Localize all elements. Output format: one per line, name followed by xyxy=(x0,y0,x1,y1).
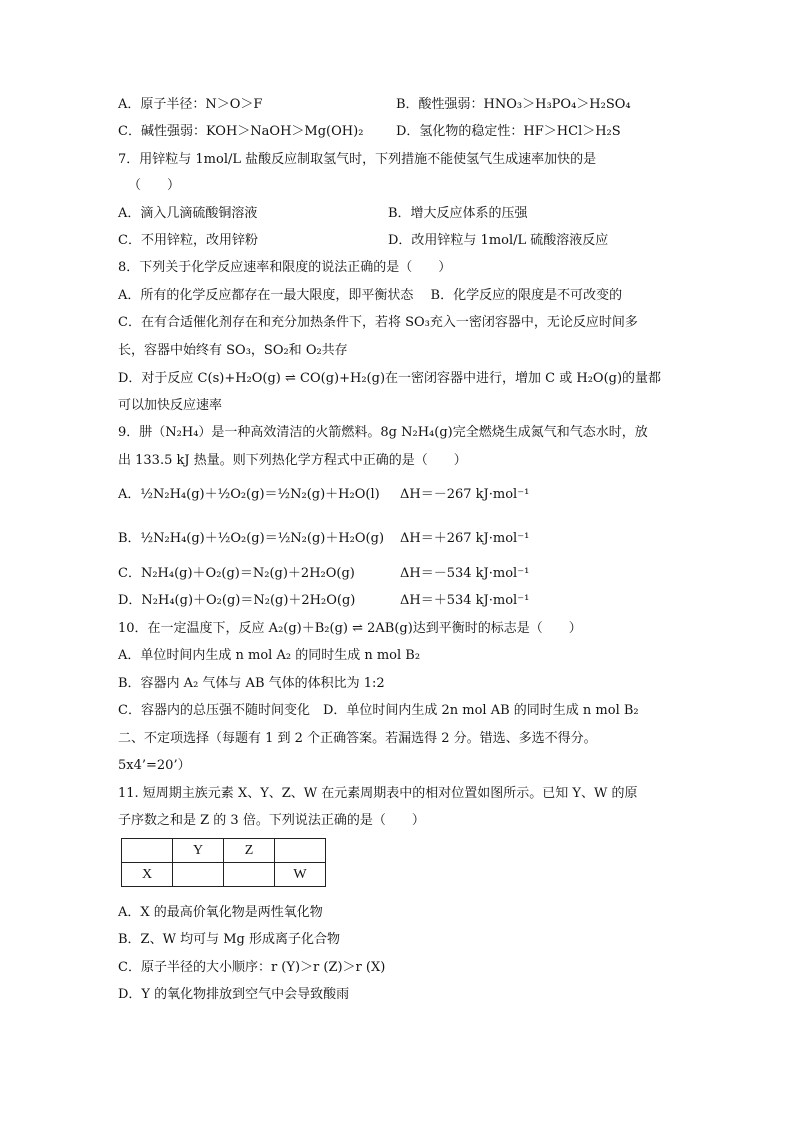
q9-option-a-enthalpy: ΔH＝－267 kJ·mol⁻¹ xyxy=(400,487,530,502)
q10-option-cd: C．容器内的总压强不随时间变化 D．单位时间内生成 2n mol AB 的同时生成 n mol B₂ xyxy=(118,703,639,718)
q7-option-a: A．滴入几滴硫酸铜溶液 xyxy=(118,206,258,221)
q10-option-a: A．单位时间内生成 n mol A₂ 的同时生成 n mol B₂ xyxy=(118,648,421,663)
q9-option-b-enthalpy: ΔH＝＋267 kJ·mol⁻¹ xyxy=(400,531,530,546)
q9-option-b-equation: B．½N₂H₄(g)＋½O₂(g)＝½N₂(g)＋H₂O(g) xyxy=(118,531,385,546)
table-cell xyxy=(122,839,173,863)
q11-option-d: D．Y 的氧化物排放到空气中会导致酸雨 xyxy=(118,987,350,1002)
q7-stem: 7．用锌粒与 1mol/L 盐酸反应制取氢气时，下列措施不能使氢气生成速率加快的是 xyxy=(118,152,597,167)
q9-option-d-enthalpy: ΔH＝＋534 kJ·mol⁻¹ xyxy=(400,593,530,608)
table-cell: X xyxy=(122,863,173,887)
q8-option-ab: A．所有的化学反应都存在一最大限度，即平衡状态 B．化学反应的限度是不可改变的 xyxy=(118,288,623,303)
q11-stem-line1: 11. 短周期主族元素 X、Y、Z、W 在元素周期表中的相对位置如图所示。已知 Y、W 的原 xyxy=(118,786,638,801)
section-2-heading: 二、不定项选择（每题有 1 到 2 个正确答案。若漏选得 2 分。错选、多选不得分。 xyxy=(118,731,597,746)
q9-stem-line2: 出 133.5 kJ 热量。则下列热化学方程式中正确的是（ ） xyxy=(118,453,467,468)
table-cell: Z xyxy=(224,839,275,863)
q6-option-a: A．原子半径：N＞O＞F xyxy=(118,97,263,112)
q6-option-b: B．酸性强弱：HNO₃＞H₃PO₄＞H₂SO₄ xyxy=(396,97,631,112)
section-2-heading-line2: 5x4’=20’） xyxy=(118,758,191,773)
table-cell xyxy=(224,863,275,887)
q9-option-a-equation: A．½N₂H₄(g)＋½O₂(g)＝½N₂(g)＋H₂O(l) xyxy=(118,487,380,502)
table-row xyxy=(122,863,326,887)
q11-option-c: C．原子半径的大小顺序：r (Y)＞r (Z)＞r (X) xyxy=(118,960,386,975)
q8-option-c-line1: C．在有合适催化剂存在和充分加热条件下，若将 SO₃充入一密闭容器中，无论反应时间多 xyxy=(118,315,638,330)
q10-option-b: B．容器内 A₂ 气体与 AB 气体的体积比为 1:2 xyxy=(118,676,385,691)
q9-option-c-enthalpy: ΔH＝－534 kJ·mol⁻¹ xyxy=(400,566,530,581)
q7-option-c: C．不用锌粒，改用锌粉 xyxy=(118,233,258,248)
q6-option-d: D．氢化物的稳定性：HF＞HCl＞H₂S xyxy=(396,124,621,139)
q11-option-b: B．Z、W 均可与 Mg 形成离子化合物 xyxy=(118,932,340,947)
q6-option-c: C．碱性强弱：KOH＞NaOH＞Mg(OH)₂ xyxy=(118,124,364,139)
periodic-position-table xyxy=(121,838,326,887)
q10-stem: 10．在一定温度下，反应 A₂(g)＋B₂(g) ⇌ 2AB(g)达到平衡时的标志是（ ） xyxy=(118,621,582,636)
q8-option-d-line1: D．对于反应 C(s)+H₂O(g) ⇌ CO(g)+H₂(g)在一密闭容器中进行，增加 C 或 H₂O(g)的量都 xyxy=(118,371,662,386)
q7-option-d: D．改用锌粒与 1mol/L 硫酸溶液反应 xyxy=(388,233,609,248)
table-cell xyxy=(275,839,326,863)
table-cell: Y xyxy=(173,839,224,863)
q9-option-d-equation: D．N₂H₄(g)＋O₂(g)＝N₂(g)＋2H₂O(g) xyxy=(118,593,356,608)
table-cell xyxy=(173,863,224,887)
q11-stem-line2: 子序数之和是 Z 的 3 倍。下列说法正确的是（ ） xyxy=(118,813,425,828)
q8-option-c-line2: 长，容器中始终有 SO₃，SO₂和 O₂共存 xyxy=(118,343,348,358)
table-row xyxy=(122,839,326,863)
q7-answer-blank: （ ） xyxy=(128,178,181,193)
q8-stem: 8．下列关于化学反应速率和限度的说法正确的是（ ） xyxy=(118,260,452,275)
q11-option-a: A．X 的最高价氧化物是两性氧化物 xyxy=(118,905,323,920)
q8-option-d-line2: 可以加快反应速率 xyxy=(118,398,223,413)
q9-option-c-equation: C．N₂H₄(g)＋O₂(g)＝N₂(g)＋2H₂O(g) xyxy=(118,566,355,581)
q7-option-b: B．增大反应体系的压强 xyxy=(388,206,528,221)
q9-stem-line1: 9．肼（N₂H₄）是一种高效清洁的火箭燃料。8g N₂H₄(g)完全燃烧生成氮气和气态水时，放 xyxy=(118,425,648,440)
table-cell: W xyxy=(275,863,326,887)
